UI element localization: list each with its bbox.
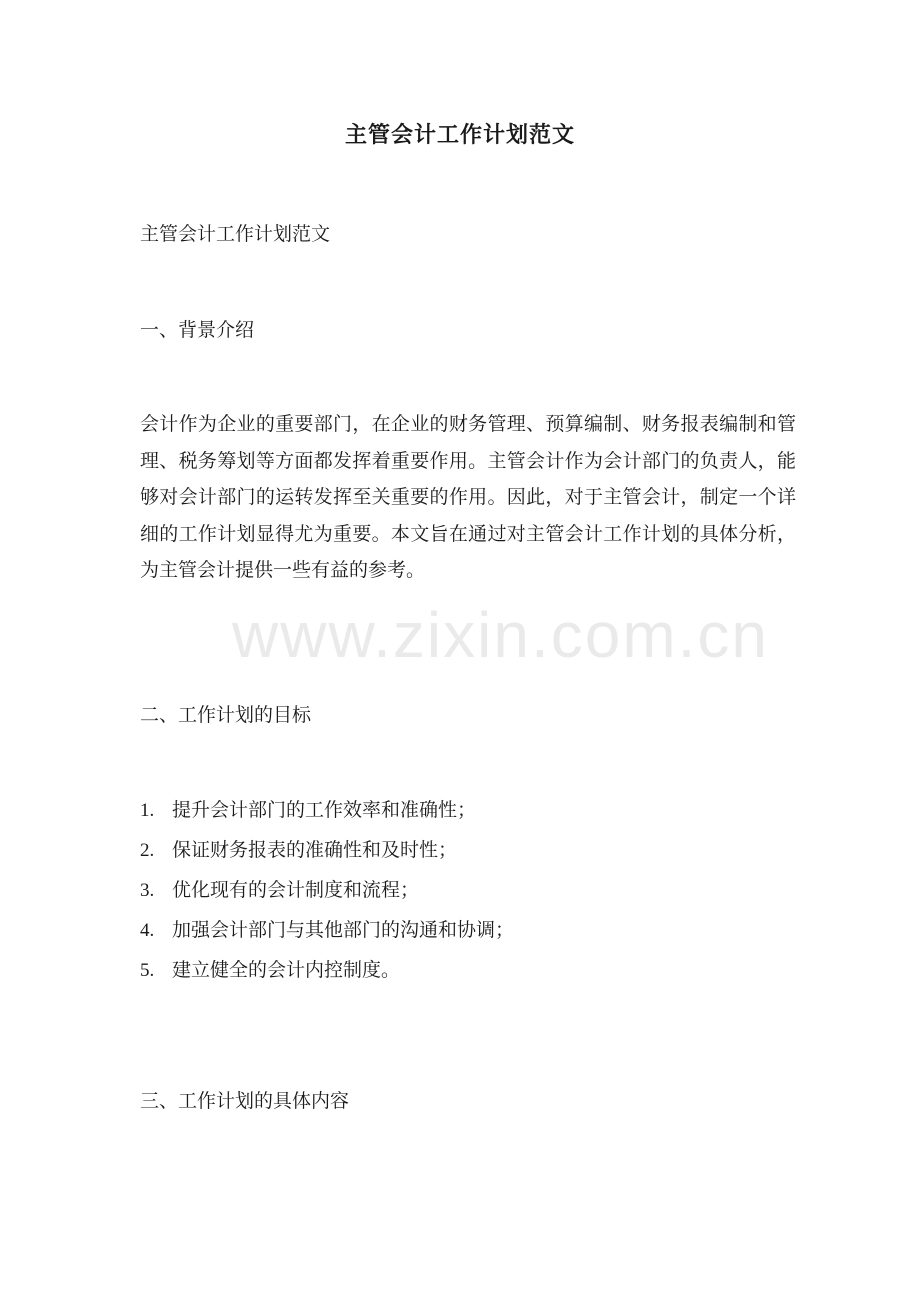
list-item-number: 2. <box>140 840 155 861</box>
list-item-number: 4. <box>140 920 155 941</box>
list-item-text: 加强会计部门与其他部门的沟通和协调； <box>172 919 515 941</box>
goals-list <box>140 798 514 998</box>
list-item-number: 5. <box>140 960 155 981</box>
list-item <box>140 878 514 918</box>
list-item <box>140 918 514 958</box>
background-paragraph: 会计作为企业的重要部门，在企业的财务管理、预算编制、财务报表编制和管理、税务筹划等方面都发挥着重要作用。主管会计作为会计部门的负责人，能够对会计部门的运转发挥至关重要的作用。因此，对于主管会计，制定一个详细的工作计划显得尤为重要。本文旨在通过对主管会计工作计划的具体分析，为主管会计提供一些有益的参考。 <box>140 413 796 581</box>
list-item-number: 1. <box>140 800 155 821</box>
list-item-text: 保证财务报表的准确性和及时性； <box>172 839 458 861</box>
section-heading-goals: 二、工作计划的目标 <box>140 704 312 726</box>
section-heading-content: 三、工作计划的具体内容 <box>140 1090 350 1112</box>
list-item <box>140 838 514 878</box>
list-item-text: 提升会计部门的工作效率和准确性； <box>172 799 477 821</box>
list-item <box>140 958 514 998</box>
list-item-number: 3. <box>140 880 155 901</box>
document-subtitle: 主管会计工作计划范文 <box>140 223 331 245</box>
list-item <box>140 798 514 838</box>
list-item-text: 优化现有的会计制度和流程； <box>172 879 420 901</box>
section-heading-background: 一、背景介绍 <box>140 319 255 341</box>
watermark-text: www.zixin.com.cn <box>232 599 769 671</box>
list-item-text: 建立健全的会计内控制度。 <box>172 959 401 981</box>
document-title: 主管会计工作计划范文 <box>344 122 575 148</box>
